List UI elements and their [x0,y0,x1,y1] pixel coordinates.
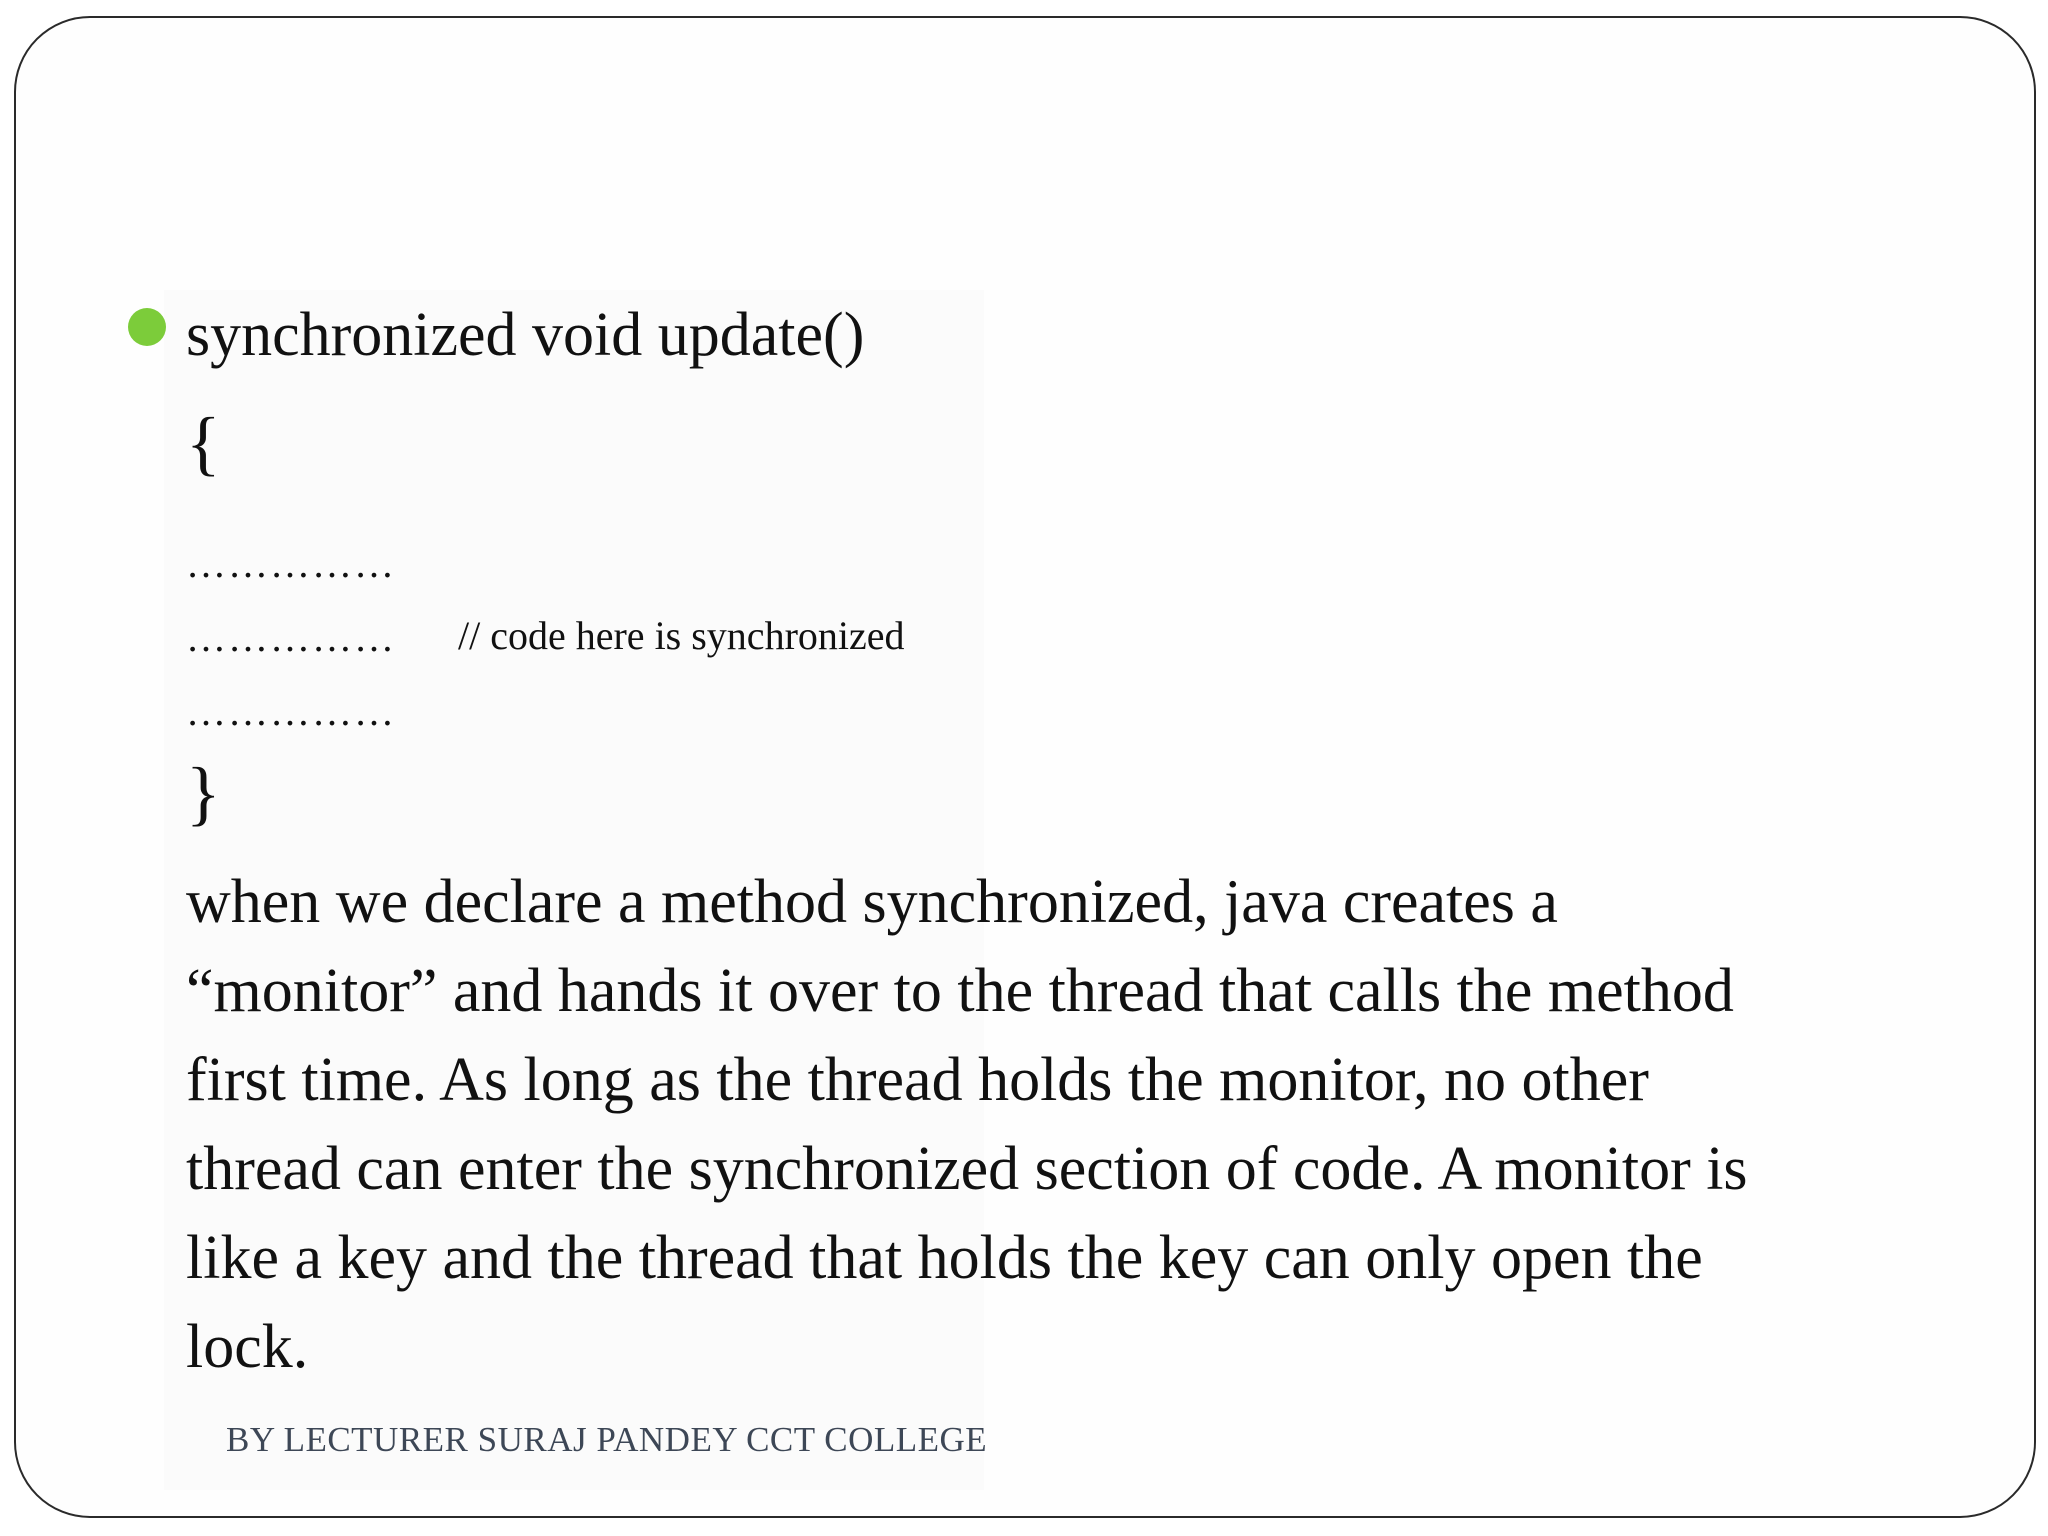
explanation-paragraph [186,858,1906,1392]
code-close-brace: } [186,753,221,833]
bullet-icon [128,308,166,346]
paragraph-line: lock. [186,1313,309,1381]
code-signature: synchronized void update() [186,301,865,369]
code-dots-1: …………… [186,541,396,586]
paragraph-line: “monitor” and hands it over to the thread that calls the method [186,957,1734,1025]
paragraph-line: when we declare a method synchronized, java creates a [186,868,1558,936]
code-comment: // code here is synchronized [458,613,905,658]
paragraph-line: thread can enter the synchronized section of code. A monitor is [186,1135,1748,1203]
code-dots-2: …………… [186,615,396,660]
code-open-brace: { [186,403,221,483]
paragraph-line: first time. As long as the thread holds the monitor, no other [186,1046,1649,1114]
paragraph-line: like a key and the thread that holds the key can only open the [186,1224,1703,1292]
footer-credit: BY LECTURER SURAJ PANDEY CCT COLLEGE [226,1420,988,1459]
code-dots-3: …………… [186,689,396,734]
